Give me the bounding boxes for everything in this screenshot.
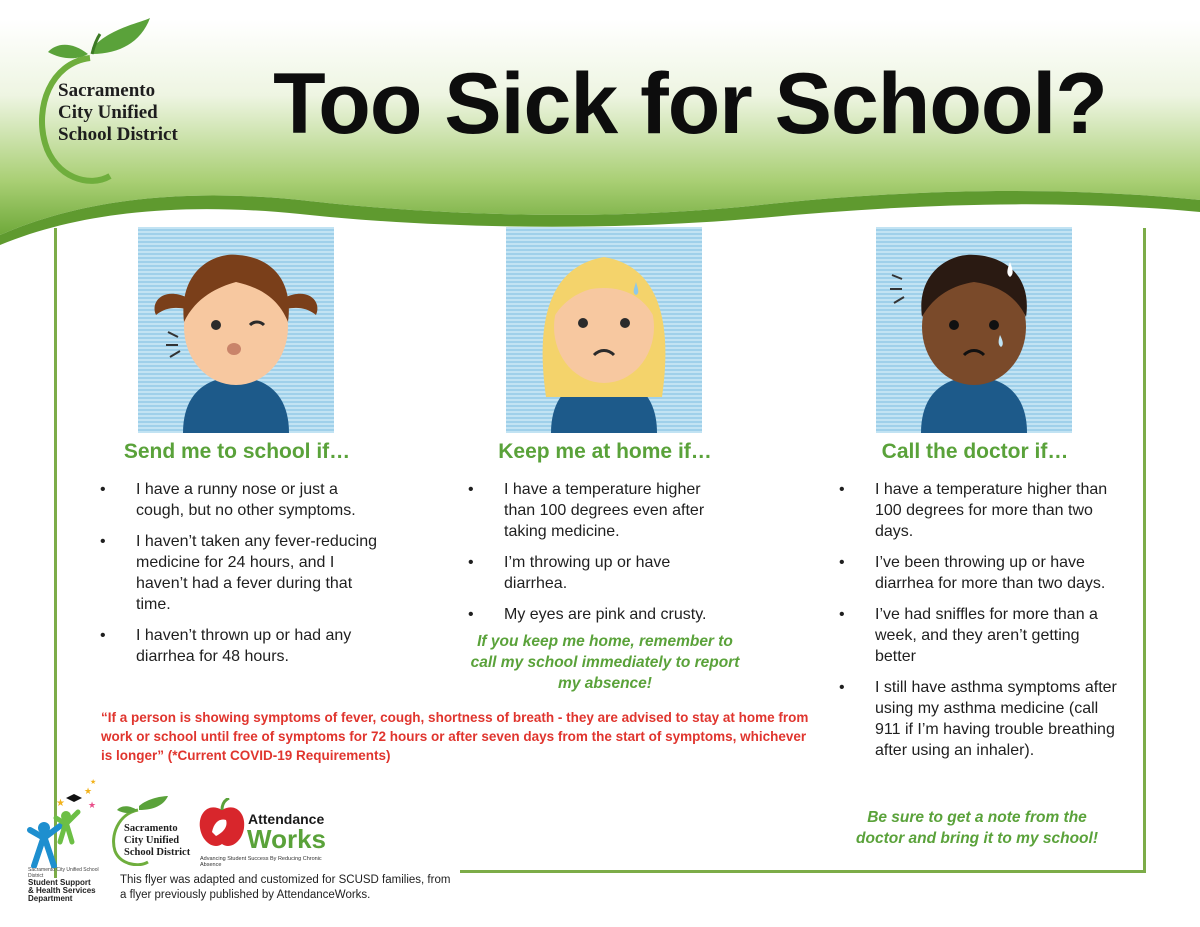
list-item: • I have a temperature higher than 100 degrees even after taking medicine. (468, 479, 733, 542)
list-item: • I’ve been throwing up or have diarrhea for more than two days. (839, 552, 1119, 594)
attendance-works-tagline: Advancing Student Success By Reducing Chronic Absence (200, 856, 322, 868)
attendance-works-apple-icon (198, 798, 246, 850)
boy-sick-illustration (876, 227, 1072, 433)
list-item: • I still have asthma symptoms after using my asthma medicine (call 911 if I’m having trouble breathing after using an inhaler). (839, 677, 1119, 761)
list-item: • My eyes are pink and crusty. (468, 604, 733, 625)
frame-bottom-border (460, 870, 1146, 873)
keep-home-reminder-note: If you keep me home, remember to call my school immediately to report my absence! (470, 633, 740, 692)
girl-sick-illustration (506, 227, 702, 433)
send-to-school-heading: Send me to school if… (123, 440, 351, 463)
district-logo-text (58, 80, 193, 146)
district-name-line3: School District (58, 124, 178, 145)
student-support-logo (26, 778, 106, 868)
small-district-line3: School District (124, 847, 191, 858)
student-support-logo-text (28, 867, 108, 903)
page-title: Too Sick for School? (273, 56, 1107, 152)
doctor-note-reminder: Be sure to get a note from the doctor and bring it to my school! (856, 809, 1098, 847)
list-item: • I haven’t taken any fever-reducing medicine for 24 hours, and I haven’t had a fever during that time. (100, 531, 385, 615)
ssd-line1: Student Support (28, 878, 91, 887)
keep-at-home-list (468, 479, 733, 635)
svg-text:★: ★ (84, 786, 93, 796)
list-item: • I’ve had sniffles for more than a week, and they aren’t getting better (839, 604, 1119, 667)
covid-notice: “If a person is showing symptoms of fever, cough, shortness of breath - they are advised to stay at home from work or school until free of symptoms for 72 hours or after seven days from the start of symptoms, whichever is longer” (*Current COVID-19 Requirements) (101, 710, 809, 763)
flyer-credit-text: This flyer was adapted and customized for SCUSD families, from a flyer previously published by AttendanceWorks. (120, 874, 451, 901)
call-doctor-heading: Call the doctor if… (881, 440, 1069, 463)
ssd-line3: Department (28, 894, 73, 903)
send-to-school-list (100, 479, 385, 677)
district-name-line1: Sacramento (58, 80, 156, 101)
list-item: • I have a runny nose or just a cough, but no other symptoms. (100, 479, 385, 521)
svg-text:★: ★ (90, 779, 97, 786)
call-doctor-list (839, 479, 1119, 771)
district-name-line2: City Unified (58, 102, 158, 123)
ssd-small-text: Sacramento City Unified School District (28, 867, 99, 879)
frame-right-border (1143, 228, 1146, 873)
district-logo-small-text (124, 823, 190, 859)
attendance-works-title: Attendance (248, 811, 325, 827)
svg-text:★: ★ (56, 798, 65, 809)
girl-coughing-illustration (138, 227, 334, 433)
list-item: • I have a temperature higher than 100 degrees for more than two days. (839, 479, 1119, 542)
list-item: • I haven’t thrown up or had any diarrhea for 48 hours. (100, 625, 385, 667)
svg-text:★: ★ (88, 800, 97, 810)
ssd-line2: & Health Services (28, 886, 96, 895)
attendance-works-works: Works (247, 824, 326, 854)
keep-at-home-heading: Keep me at home if… (498, 440, 712, 463)
small-district-line1: Sacramento (124, 823, 178, 834)
list-item: • I’m throwing up or have diarrhea. (468, 552, 733, 594)
small-district-line2: City Unified (124, 835, 180, 846)
